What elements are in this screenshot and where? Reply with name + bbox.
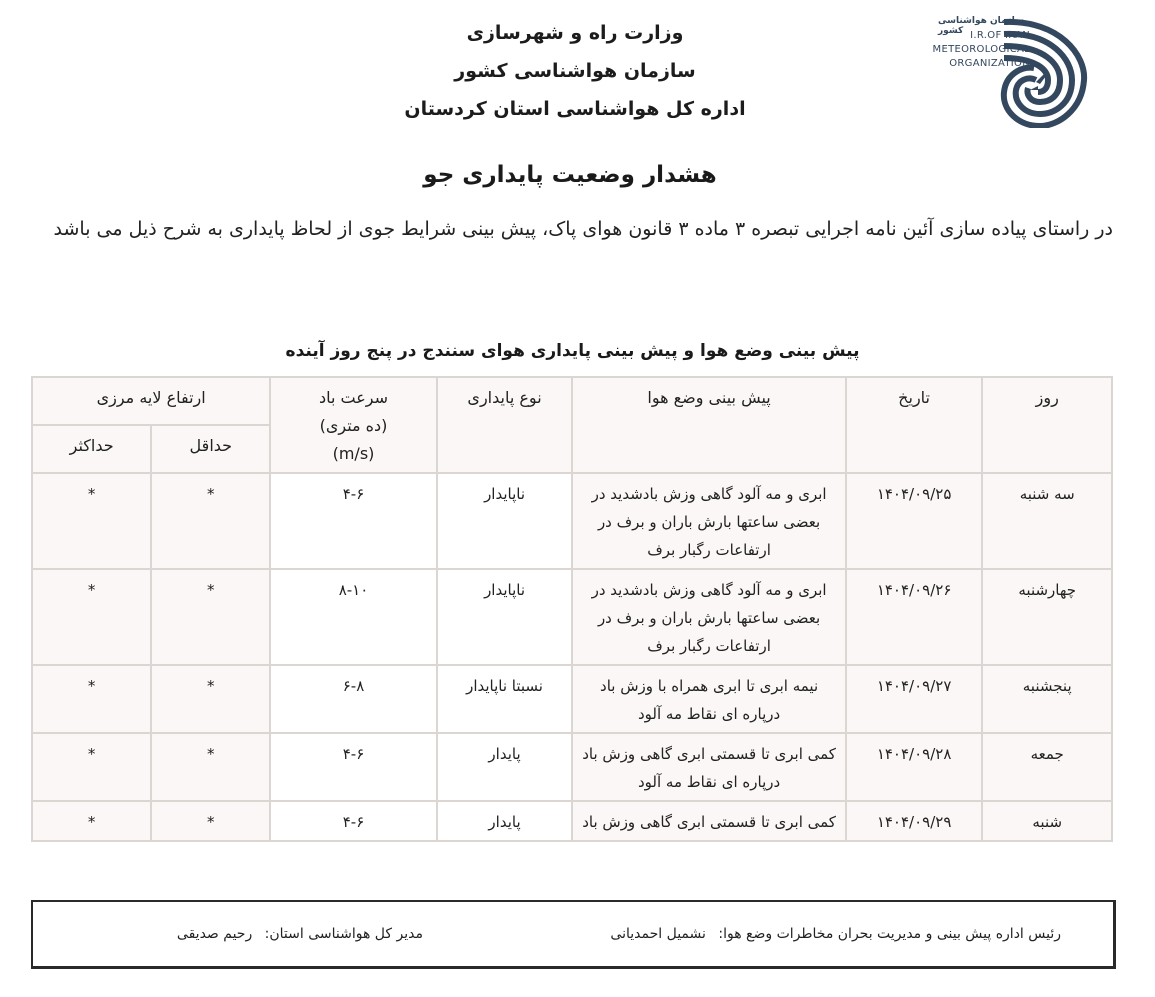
warning-title: هشدار وضعیت پایداری جو [423, 162, 717, 188]
cell-day: جمعه [982, 733, 1112, 801]
logo-english-line-2: METEOROLOGICAL [932, 44, 1030, 55]
header-wind-line1: سرعت باد [318, 388, 389, 407]
cell-forecast: کمی ابری تا قسمتی ابری گاهی وزش باد [572, 801, 845, 841]
forecast-table [31, 376, 1113, 842]
header-boundary-layer: ارتفاع لایه مرزی [32, 377, 270, 425]
cell-wind: ۴-۶ [270, 801, 436, 841]
cell-max: * [32, 733, 151, 801]
cell-forecast: ابری و مه آلود گاهی وزش بادشدید در بعضی ساعتها بارش باران و برف در ارتفاعات رگبار برف [572, 569, 845, 665]
intro-paragraph: در راستای پیاده سازی آئین نامه اجرایی تبصره ۳ ماده ۳ قانون هوای پاک، پیش بینی شرایط جوی از لحاظ پایداری به شرح ذیل می باشد [53, 218, 1113, 240]
cell-day: چهارشنبه [982, 569, 1112, 665]
table-row [32, 665, 1112, 733]
organization-title: سازمان هواشناسی کشور [454, 60, 696, 82]
cell-date: ۱۴۰۴/۰۹/۲۵ [846, 473, 983, 569]
cell-wind: ۶-۸ [270, 665, 436, 733]
header-wind-line2: (ده متری) [319, 416, 388, 435]
cell-forecast: کمی ابری تا قسمتی ابری گاهی وزش باد درپاره ای نقاط مه آلود [572, 733, 845, 801]
cell-date: ۱۴۰۴/۰۹/۲۶ [846, 569, 983, 665]
signature-director [177, 926, 423, 942]
cell-day: پنجشنبه [982, 665, 1112, 733]
cell-stability: نسبتا ناپایدار [437, 665, 573, 733]
department-title: اداره کل هواشناسی استان کردستان [404, 98, 746, 120]
cell-stability: ناپایدار [437, 473, 573, 569]
logo-persian-name: سازمان هواشناسی کشور [938, 16, 1025, 36]
cell-day: سه شنبه [982, 473, 1112, 569]
cell-date: ۱۴۰۴/۰۹/۲۷ [846, 665, 983, 733]
header-stability: نوع پایداری [437, 377, 573, 473]
org-titles [380, 14, 770, 128]
signature-name: رحیم صدیقی [176, 926, 253, 942]
signature-role: مدیر کل هواشناسی استان: [264, 926, 423, 942]
cell-min: * [151, 733, 270, 801]
cell-date: ۱۴۰۴/۰۹/۲۹ [846, 801, 983, 841]
cell-min: * [151, 473, 270, 569]
table-row [32, 733, 1112, 801]
cell-stability: پایدار [437, 801, 573, 841]
ministry-title: وزارت راه و شهرسازی [466, 22, 684, 44]
logo-english-line-1: I.R.OF IRAN [970, 30, 1030, 41]
cell-min: * [151, 801, 270, 841]
table-row [32, 473, 1112, 569]
header-wind-speed [270, 377, 436, 473]
signature-forecast-head [610, 926, 1061, 942]
cell-stability: ناپایدار [437, 569, 573, 665]
meteorological-organization-logo [930, 14, 1090, 130]
cell-min: * [151, 665, 270, 733]
cell-stability: پایدار [437, 733, 573, 801]
table-row [32, 569, 1112, 665]
header-day: روز [982, 377, 1112, 473]
cell-wind: ۸-۱۰ [270, 569, 436, 665]
table-header-row [32, 377, 1112, 425]
cell-date: ۱۴۰۴/۰۹/۲۸ [846, 733, 983, 801]
header-date: تاریخ [846, 377, 983, 473]
header-max: حداکثر [32, 425, 151, 473]
cell-day: شنبه [982, 801, 1112, 841]
cell-wind: ۴-۶ [270, 473, 436, 569]
cell-wind: ۴-۶ [270, 733, 436, 801]
cell-min: * [151, 569, 270, 665]
signature-name: نشمیل احمدیانی [610, 926, 706, 942]
header-forecast: پیش بینی وضع هوا [572, 377, 845, 473]
header-min: حداقل [151, 425, 270, 473]
cell-max: * [32, 473, 151, 569]
cell-max: * [32, 801, 151, 841]
cell-forecast: ابری و مه آلود گاهی وزش بادشدید در بعضی ساعتها بارش باران و برف در ارتفاعات رگبار برف [572, 473, 845, 569]
table-caption: پیش بینی وضع هوا و پیش بینی پایداری هوای سنندج در پنج روز آینده [285, 341, 860, 361]
header-wind-line3: (m/s) [332, 444, 375, 463]
signature-box [31, 900, 1116, 969]
signature-role: رئیس اداره پیش بینی و مدیریت بحران مخاطرات وضع هوا: [718, 926, 1061, 942]
table-row [32, 801, 1112, 841]
cell-max: * [32, 665, 151, 733]
cell-forecast: نیمه ابری تا ابری همراه با وزش باد درپاره ای نقاط مه آلود [572, 665, 845, 733]
logo-english-line-3: ORGANIZATION [949, 58, 1030, 69]
cell-max: * [32, 569, 151, 665]
